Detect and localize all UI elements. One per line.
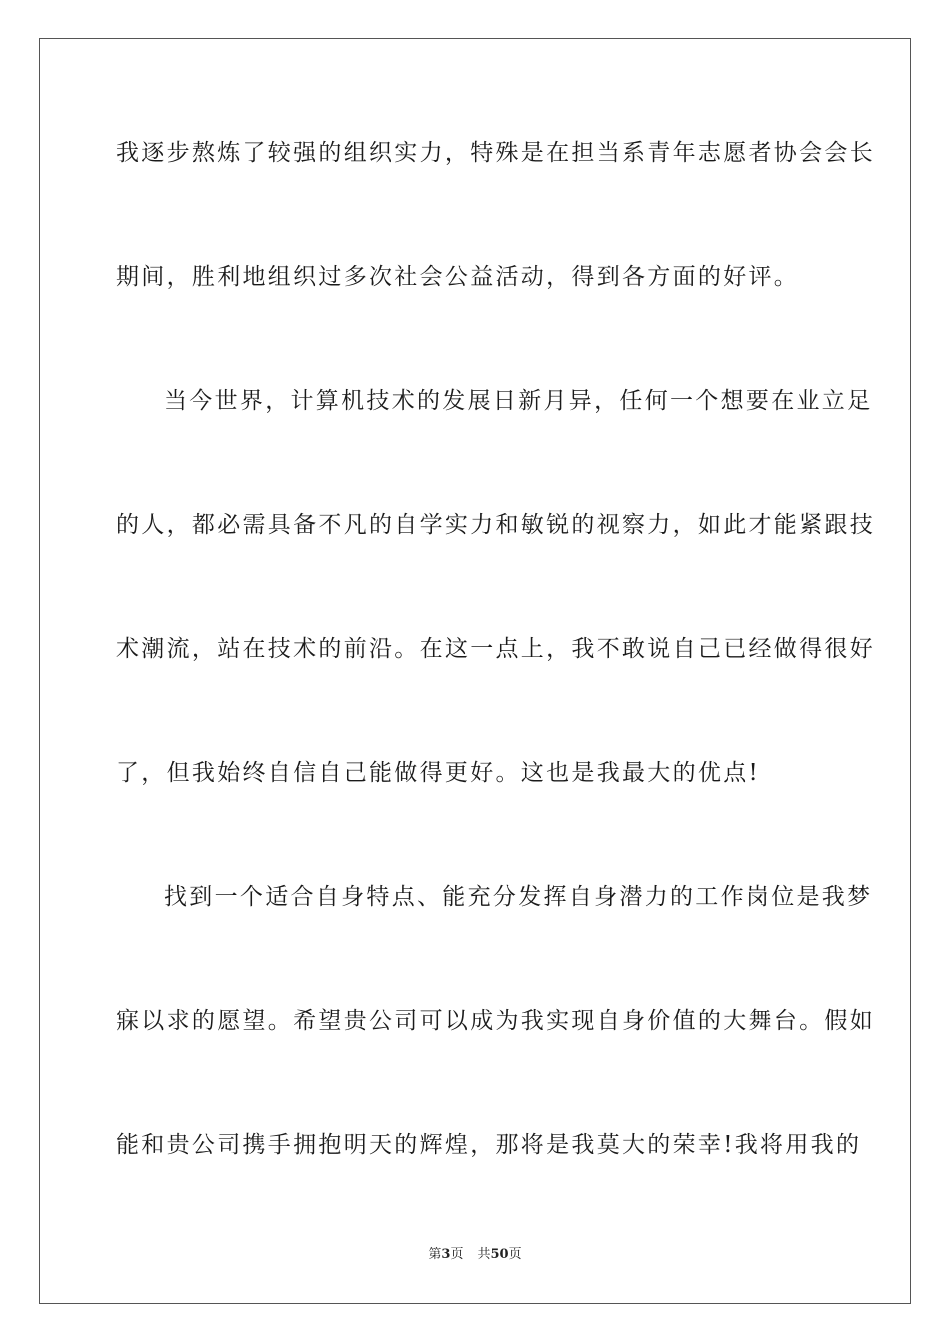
body-line-4: 的人，都必需具备不凡的自学实力和敏锐的视察力，如此才能紧跟技 [116, 512, 875, 538]
body-line-8: 寐以求的愿望。希望贵公司可以成为我实现自身价值的大舞台。假如 [116, 1008, 875, 1034]
body-line-6: 了，但我始终自信自己能做得更好。这也是我最大的优点! [116, 760, 761, 786]
body-line-5: 术潮流，站在技术的前沿。在这一点上，我不敢说自己已经做得很好 [116, 636, 875, 662]
body-line-2: 期间，胜利地组织过多次社会公益活动，得到各方面的好评。 [116, 264, 800, 290]
page-footer [0, 1246, 950, 1264]
body-line-3: 当今世界，计算机技术的发展日新月异，任何一个想要在业立足 [164, 388, 873, 414]
body-line-1: 我逐步熬炼了较强的组织实力，特殊是在担当系青年志愿者协会会长 [116, 140, 875, 166]
page-number: 3 [441, 1247, 451, 1262]
page-border [39, 38, 911, 1304]
body-line-7: 找到一个适合自身特点、能充分发挥自身潜力的工作岗位是我梦 [164, 884, 873, 910]
total-pages: 50 [490, 1247, 509, 1262]
page-suffix: 页 [450, 1247, 464, 1262]
body-line-9: 能和贵公司携手拥抱明天的辉煌，那将是我莫大的荣幸!我将用我的 [116, 1132, 862, 1158]
total-prefix: 共 [477, 1247, 491, 1262]
total-suffix: 页 [508, 1247, 522, 1262]
page-prefix: 第 [428, 1247, 442, 1262]
